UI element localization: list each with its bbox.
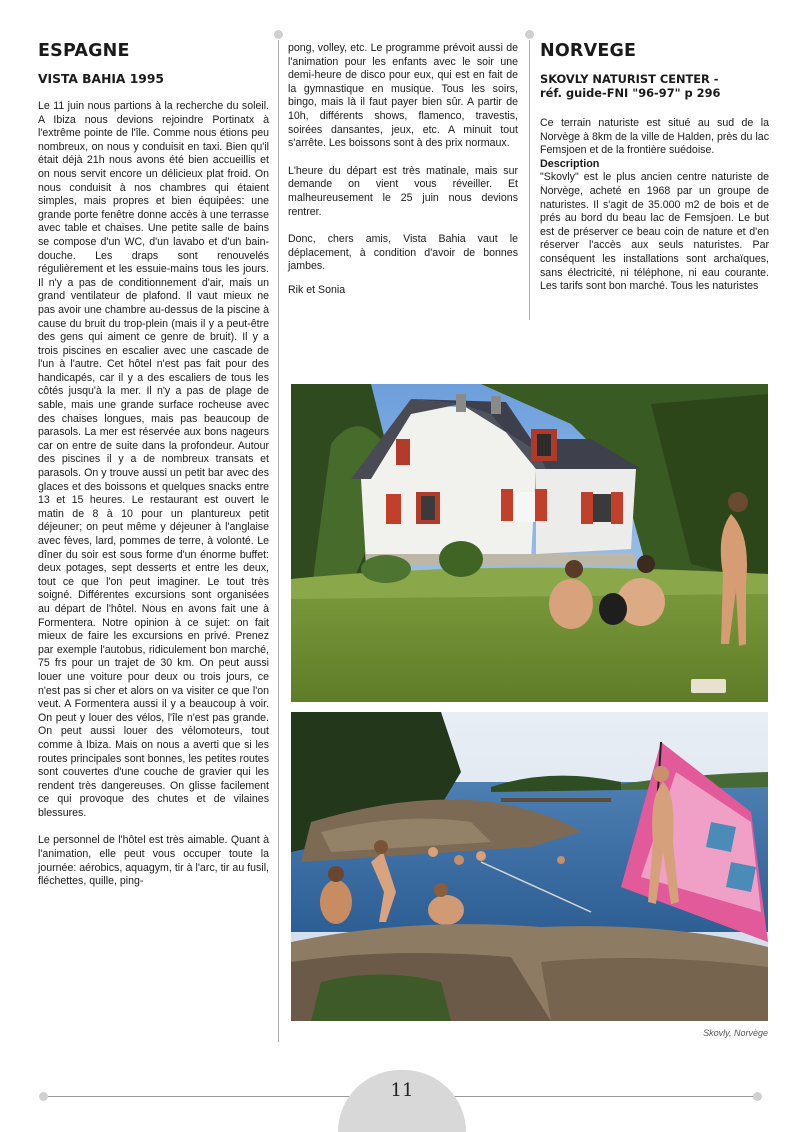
divider-dot-left: [274, 30, 283, 39]
page-number: 11: [390, 1080, 414, 1101]
footer-dot-right: [753, 1092, 762, 1101]
spain-column-2: [288, 42, 518, 298]
description-heading: Description: [540, 157, 600, 170]
article-signature: Rik et Sonia: [288, 283, 346, 296]
column-divider-left: [278, 40, 279, 1042]
article-reference: réf. guide-FNI "96-97" p 296: [540, 86, 721, 100]
photo-skovly-lake: [291, 712, 768, 1021]
spain-paragraph-2-end: pong, volley, etc. Le programme prévoit aussi de l'animation pour les enfants avec le soir une demi-heure de disco pour eux, qui est en fait de la gymnastique en musique. Tous les soirs, bingo, mais là il faut payer bien sûr. A partir de 10h, différents shows, flamenco, travestis, soirées dansantes, jeux, etc. A minuit tout s'arrête. Les boissons sont à des prix normaux.: [288, 42, 518, 150]
article-title-skovly: SKOVLY NATURIST CENTER -: [540, 72, 719, 86]
footer-dot-left: [39, 1092, 48, 1101]
photo-caption: Skovly, Norvège: [703, 1028, 768, 1038]
spain-paragraph-1: Le 11 juin nous partions à la recherche du soleil. A Ibiza nous devions rejoindre Portinatx à l'extrême pointe de l'île. Comme nous étions peu nombreux, on nous y conduisit en taxi. Bien qu'il était déjà 21h nous avons été bien accueillis et on nous servit encore un délicieux plat froid. On nous conduisit à nos chambres qui étaient simples, mais propres et bien équipées: une grande porte fenêtre donne accès à une terrasse avec table et chaises. Une petite salle de bains se compose d'un WC, d'un lavabo et d'un bain-douche. Les draps sont renouvelés régulièrement et les essuie-mains tous les jours. Il n'y a pas de conditionnement d'air, mais un grand ventilateur de plafond. Il vaut mieux ne pas avoir une chambre au-dessus de la piscine à cause du bruit du trop-plein (mais il y a peut-être des gens qui aiment ce genre de bruit). Il y a trois piscines en escalier avec une cascade de l'un à l'autre. Cet hôtel n'est pas fait pour des handicapés, car il y a des escaliers de tous les côtés jusqu'à la mer. Il n'y a pas de plage de sable, mais une grande surface rocheuse avec des chaises longues, mais pas beaucoup de parasols. La mer est réservée aux bons nageurs car on entre de suite dans la profondeur. Autour des piscines il y a de nombreux transats et parasols. On y trouve aussi un petit bar avec des glaces et des boissons et quelques snacks entre 13 et 15 heures. Le restaurant est ouvert le matin de 8 à 10 pour un plantureux petit déjeuner; on peut même y déjeuner à l'anglaise avec fèves, lard, pommes de terre, à volonté. Le dîner du soir est sous forme d'un énorme buffet: deux potages, sept desserts et entre les deux, tout ce que l'on peut imaginer. Le tout très soigné. Différentes excursions sont organisées au départ de l'hôtel. Nous en avons fait une à Formentera. Notre opinion à ce sujet: on fait mieux de faire les excursions en privé. Prenez par exemple l'autobus, ridiculement bon marché, 75 frs pour un trajet de 30 km. On peut aussi louer une voiture pour deux ou trois jours, ce n'est pas si cher et alors on va visiter ce que l'on veut. A Formentera aussi il y a beaucoup à voir. On peut y louer des vélos, l'île n'est pas grande. On peut aussi louer des vélomoteurs, tout comme à Ibiza. Mais on nous a averti que si les routes principales sont bonnes, les petites routes sont couvertes d'une couche de gravier qui les rendent très dangereuses. On glisse facilement ce qui provoque des chutes et de vilaines blessures.: [38, 100, 269, 819]
spain-paragraph-3: L'heure du départ est très matinale, mais sur demande on vient vous réveiller. Et malheureusement le 25 juin nous devions rentrer.: [288, 164, 518, 218]
photo-skovly-house: [291, 384, 768, 702]
norway-column: [540, 40, 769, 294]
spain-paragraph-4: Donc, chers amis, Vista Bahia vaut le déplacement, à condition d'avoir de bonnes jambes.: [288, 233, 518, 273]
column-divider-right: [529, 40, 530, 320]
spain-paragraph-2-start: Le personnel de l'hôtel est très aimable. Quant à l'animation, elle peut vous occuper toute la journée: aérobics, aquagym, tir à l'arc, tir au fusil, fléchettes, quille, ping-: [38, 834, 269, 888]
article-title-vista-bahia: VISTA BAHIA 1995: [38, 72, 164, 86]
spain-column-1: [38, 40, 269, 889]
norway-description: "Skovly" est le plus ancien centre naturiste de Norvège, acheté en 1968 par un groupe de naturistes. Il s'agit de 35.000 m2 de bois et de prés au bord du beau lac de Femsjoen. Le but est de préserver ce beau coin de nature et d'en réserver l'accès aux seuls naturistes. Par conséquent les installations sont archaïques, sans électricité, ni téléphone, ni eau courante. Les tarifs sont bon marché. Tous les naturistes: [540, 171, 769, 293]
section-title-norway: NORVEGE: [540, 41, 637, 61]
section-title-spain: ESPAGNE: [38, 41, 130, 61]
divider-dot-right: [525, 30, 534, 39]
norway-intro: Ce terrain naturiste est situé au sud de la Norvège à 8km de la ville de Halden, près du lac Femsjoen et de la frontière suédoise.: [540, 117, 769, 157]
